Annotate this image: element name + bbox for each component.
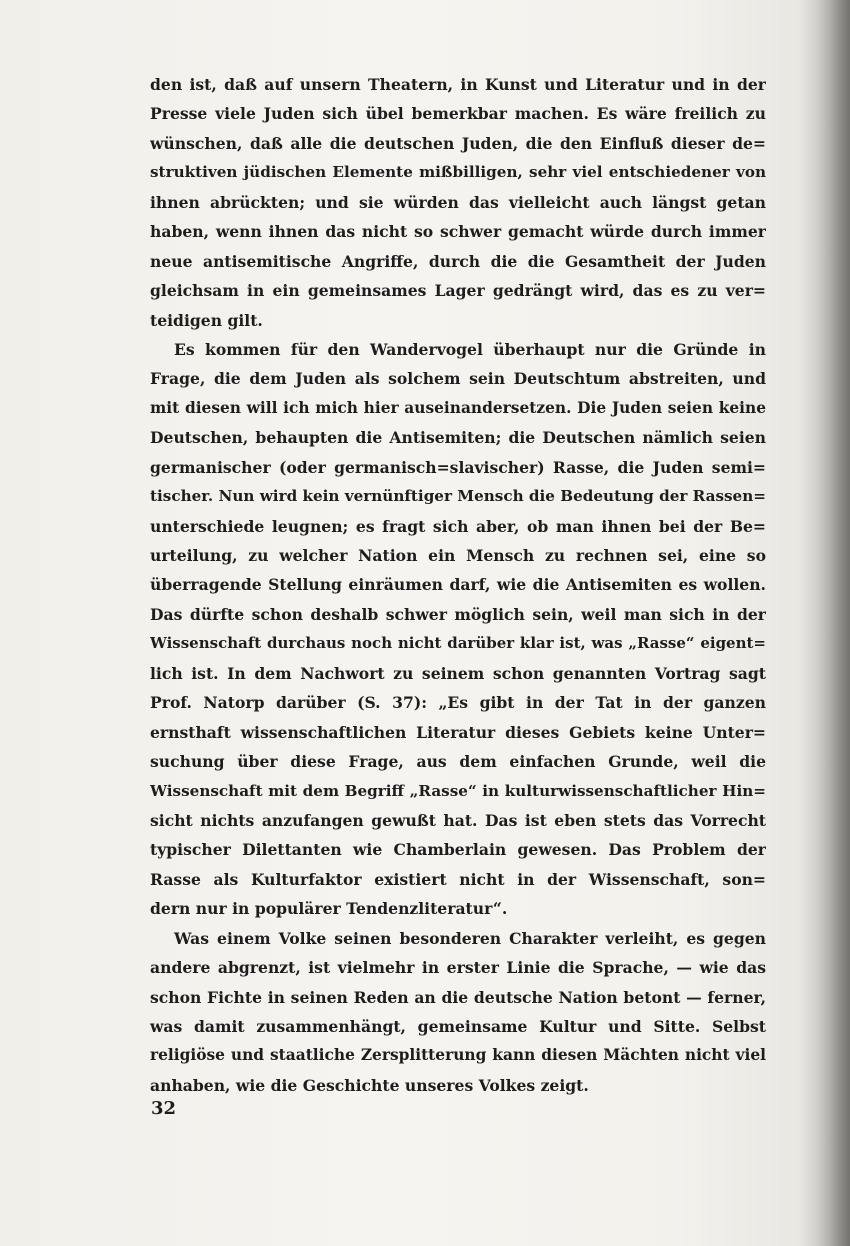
text-line: Deutschen, behaupten die Antisemiten; die Deutschen nämlich seien (150, 428, 766, 448)
text-line: ernsthaft wissenschaftlichen Literatur dieses Gebiets keine Unter= (150, 722, 766, 742)
text-line: urteilung, zu welcher Nation ein Mensch zu rechnen sei, eine so (150, 546, 766, 565)
text-line: Es kommen für den Wandervogel überhaupt nur die Gründe in (174, 339, 766, 359)
text-line: Rasse als Kulturfaktor existiert nicht in der Wissenschaft, son= (150, 869, 766, 889)
text-line: germanischer (oder germanisch=slavischer) Rasse, die Juden semi= (150, 457, 766, 477)
text-line: Was einem Volke seinen besonderen Charakter verleiht, es gegen (174, 928, 766, 948)
text-line: mit diesen will ich mich hier auseinandersetzen. Die Juden seien keine (150, 398, 766, 417)
text-line: den ist, daß auf unsern Theatern, in Kunst und Literatur und in der (150, 75, 766, 94)
text-line: andere abgrenzt, ist vielmehr in erster Linie die Sprache, — wie das (150, 958, 766, 978)
text-line: wünschen, daß alle die deutschen Juden, die den Einfluß dieser de= (150, 133, 766, 153)
text-line: struktiven jüdischen Elemente mißbilligen, sehr viel entschiedener von (150, 163, 766, 182)
text-line: teidigen gilt. (150, 310, 263, 330)
text-line: Presse viele Juden sich übel bemerkbar machen. Es wäre freilich zu (150, 104, 766, 124)
text-line: was damit zusammenhängt, gemeinsame Kultur und Sitte. Selbst (150, 1017, 766, 1036)
text-line: sicht nichts anzufangen gewußt hat. Das ist eben stets das Vorrecht (150, 810, 766, 830)
page-edge-shadow (816, 0, 850, 1246)
text-line: religiöse und staatliche Zersplitterung kann diesen Mächten nicht viel (150, 1046, 766, 1065)
text-line: schon Fichte in seinen Reden an die deutsche Nation betont — ferner, (150, 987, 766, 1007)
text-line: ihnen abrückten; und sie würden das vielleicht auch längst getan (150, 192, 766, 212)
text-line: tischer. Nun wird kein vernünftiger Mensch die Bedeutung der Rassen= (150, 487, 766, 506)
text-line: gleichsam in ein gemeinsames Lager gedrängt wird, das es zu ver= (150, 281, 766, 301)
text-line: anhaben, wie die Geschichte unseres Volkes zeigt. (150, 1075, 589, 1095)
text-line: Das dürfte schon deshalb schwer möglich sein, weil man sich in der (150, 604, 766, 624)
text-line: Prof. Natorp darüber (S. 37): „Es gibt in der Tat in der ganzen (150, 693, 766, 713)
text-line: Wissenschaft mit dem Begriff „Rasse“ in kulturwissenschaftlicher Hin= (150, 781, 766, 800)
text-line: Frage, die dem Juden als solchem sein Deutschtum abstreiten, und (150, 369, 766, 389)
body-text (150, 70, 766, 1100)
text-line: suchung über diese Frage, aus dem einfachen Grunde, weil die (150, 752, 766, 772)
text-line: dern nur in populärer Tendenzliteratur“. (150, 899, 508, 919)
text-line: überragende Stellung einräumen darf, wie die Antisemiten es wollen. (150, 575, 766, 595)
text-line: typischer Dilettanten wie Chamberlain gewesen. Das Problem der (150, 840, 766, 860)
text-line: haben, wenn ihnen das nicht so schwer gemacht würde durch immer (150, 222, 766, 242)
page-number: 32 (151, 1098, 177, 1119)
text-line: neue antisemitische Angriffe, durch die die Gesamtheit der Juden (150, 251, 766, 271)
text-line: lich ist. In dem Nachwort zu seinem schon genannten Vortrag sagt (150, 663, 766, 683)
text-line: Wissenschaft durchaus noch nicht darüber klar ist, was „Rasse“ eigent= (150, 634, 766, 653)
text-line: unterschiede leugnen; es fragt sich aber, ob man ihnen bei der Be= (150, 516, 766, 536)
